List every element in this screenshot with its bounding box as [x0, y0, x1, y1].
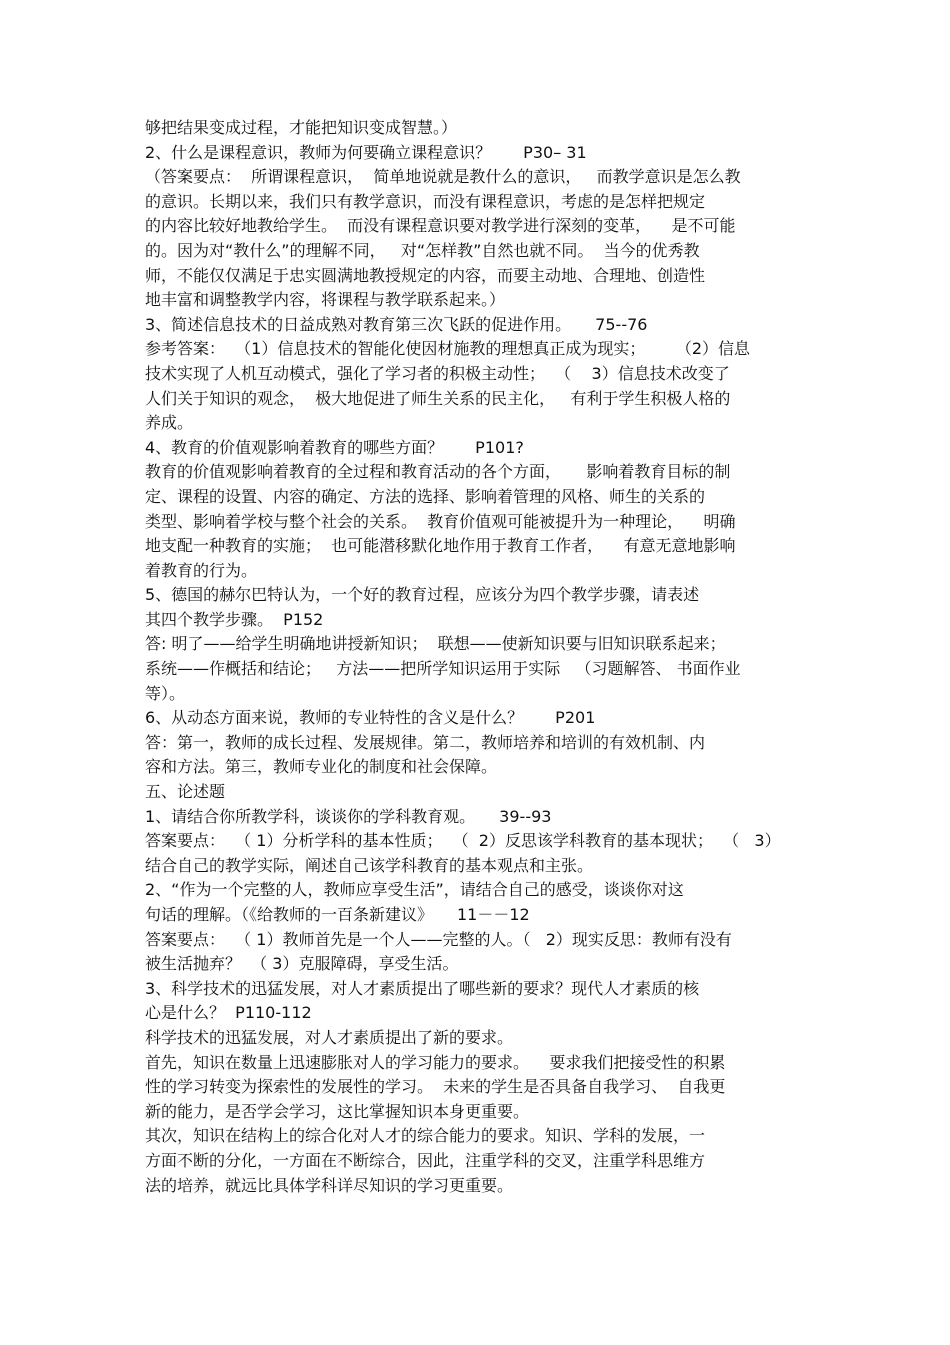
- text-line: 定、课程的设置、内容的确定、方法的选择、影响着管理的风格、师生的关系的: [145, 486, 706, 506]
- text-line: 技术实现了人机互动模式，强化了学习者的积极主动性； （ 3）信息技术改变了: [145, 363, 730, 383]
- question-heading: 句话的理解。（《给教师的一百条新建议》 11－－12: [145, 905, 530, 924]
- text-line: 等）。: [145, 683, 186, 703]
- text-line: 地丰富和调整教学内容，将课程与教学联系起来。）: [145, 290, 506, 310]
- text-line: 系统——作概括和结论； 方法——把所学知识运用于实际 （习题解答、 书面作业: [145, 659, 741, 679]
- text-line: 够把结果变成过程，才能把知识变成智慧。）: [145, 118, 458, 137]
- question-heading: 5、德国的赫尔巴特认为，一个好的教育过程，应该分为四个教学步骤，请表述: [145, 585, 700, 605]
- text-line: 其次，知识在结构上的综合化对人才的综合能力的要求。知识、学科的发展，一: [145, 1126, 706, 1146]
- text-line: 教育的价值观影响着教育的全过程和教育活动的各个方面， 影响着教育目标的制: [145, 462, 731, 482]
- question-heading: 2、“作为一个完整的人，教师应享受生活”，请结合自己的感受，谈谈你对这: [145, 880, 684, 900]
- text-line: 答案要点： （ 1）教师首先是一个人——完整的人。（ 2）现实反思：教师有没有: [145, 929, 732, 949]
- text-line: 养成。: [145, 413, 194, 433]
- question-heading: 2、什么是课程意识，教师为何要确立课程意识？ P30– 31: [145, 142, 587, 162]
- text-line: 地支配一种教育的实施； 也可能潜移默化地作用于教育工作者， 有意无意地影响: [145, 536, 736, 556]
- text-line: 被生活抛弃？ （ 3）克服障碍，享受生活。: [145, 954, 459, 974]
- text-line: 的。因为对“教什么”的理解不同， 对“怎样教”自然也就不同。 当今的优秀教: [145, 240, 700, 260]
- question-heading: 3、科学技术的迅猛发展，对人才素质提出了哪些新的要求？现代人才素质的核: [145, 978, 700, 998]
- text-line: 着教育的行为。: [145, 560, 258, 580]
- section-heading: 五、论述题: [145, 782, 226, 802]
- question-heading: 4、教育的价值观影响着教育的哪些方面？ P101?: [145, 437, 524, 457]
- text-line: 参考答案： （1）信息技术的智能化使因材施教的理想真正成为现实； （2）信息: [145, 339, 751, 359]
- text-line: 的意识。长期以来，我们只有教学意识，而没有课程意识，考虑的是怎样把规定: [145, 191, 706, 211]
- text-line: 科学技术的迅猛发展，对人才素质提出了新的要求。: [145, 1027, 514, 1047]
- text-line: 结合自己的教学实际，阐述自己该学科教育的基本观点和主张。: [145, 855, 594, 875]
- text-line: 人们关于知识的观念， 极大地促进了师生关系的民主化， 有利于学生积极人格的: [145, 388, 731, 408]
- text-line: （答案要点： 所谓课程意识， 简单地说就是教什么的意识， 而教学意识是怎么教: [145, 167, 741, 187]
- document-body: [145, 116, 815, 1198]
- text-line: 类型、影响着学校与整个社会的关系。 教育价值观可能被提升为一种理论， 明确: [145, 511, 736, 531]
- question-heading: 心是什么？ P110-112: [145, 1003, 312, 1023]
- question-heading: 6、从动态方面来说，教师的专业特性的含义是什么？ P201: [145, 708, 596, 728]
- text-line: 方面不断的分化，一方面在不断综合，因此，注重学科的交叉，注重学科思维方: [145, 1150, 706, 1170]
- text-line: 答: 明了——给学生明确地讲授新知识； 联想——使新知识要与旧知识联系起来；: [145, 634, 726, 654]
- text-line: 法的培养，就远比具体学科详尽知识的学习更重要。: [145, 1175, 514, 1195]
- question-heading: 1、请结合你所教学科，谈谈你的学科教育观。 39--93: [145, 806, 552, 826]
- text-line: 性的学习转变为探索性的发展性的学习。 未来的学生是否具备自我学习、 自我更: [145, 1077, 726, 1097]
- text-line: 新的能力，是否学会学习，这比掌握知识本身更重要。: [145, 1101, 530, 1121]
- text-line: 首先，知识在数量上迅速膨胀对人的学习能力的要求。 要求我们把接受性的积累: [145, 1052, 726, 1072]
- text-line: 容和方法。第三，教师专业化的制度和社会保障。: [145, 757, 498, 777]
- text-line: 答：第一，教师的成长过程、发展规律。第二，教师培养和培训的有效机制、内: [145, 732, 706, 752]
- text-line: 答案要点： （ 1）分析学科的基本性质； （ 2）反思该学科教育的基本现状； （ 3）: [145, 831, 781, 851]
- question-heading: 3、简述信息技术的日益成熟对教育第三次飞跃的促进作用。 75--76: [145, 314, 648, 334]
- text-line: 师，不能仅仅满足于忠实圆满地教授规定的内容，而要主动地、合理地、创造性: [145, 265, 706, 285]
- question-heading: 其四个教学步骤。 P152: [145, 609, 324, 629]
- text-line: 的内容比较好地教给学生。 而没有课程意识要对教学进行深刻的变革， 是不可能: [145, 216, 736, 236]
